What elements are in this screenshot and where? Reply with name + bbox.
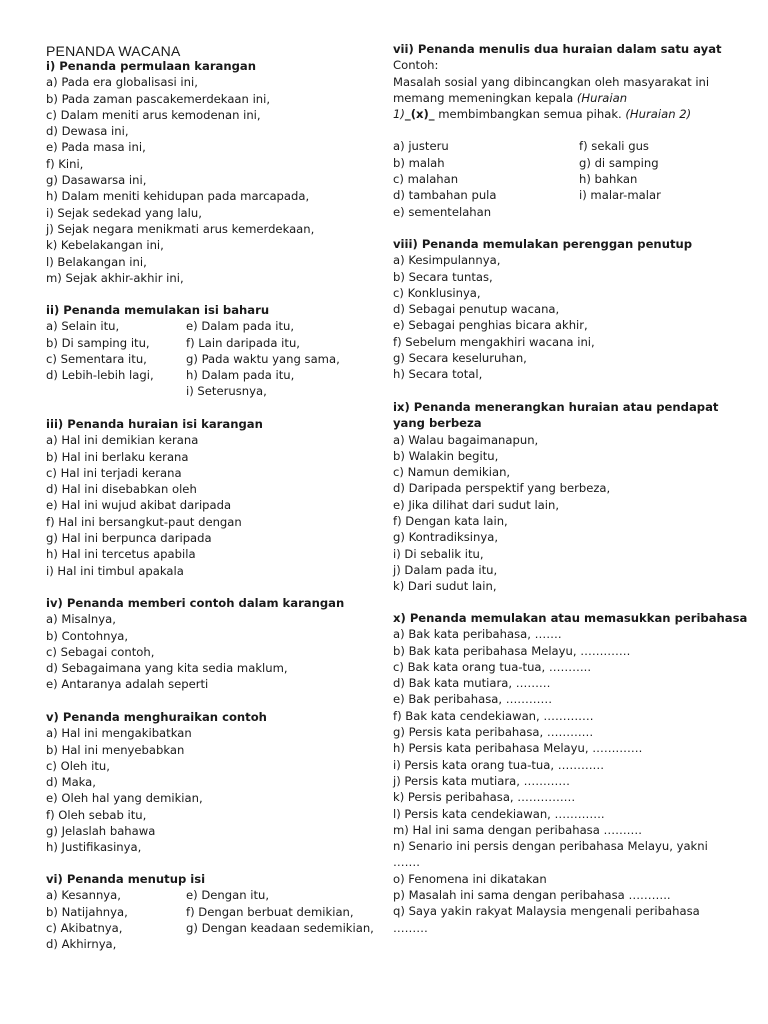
list-item: f) Hal ini bersangkut-paut dengan bbox=[46, 514, 242, 529]
list-item: h) bahkan bbox=[579, 172, 638, 187]
section-iii bbox=[46, 416, 376, 579]
section-heading: v) Penanda menghuraikan contoh bbox=[46, 710, 267, 724]
section-v bbox=[46, 709, 376, 856]
list-item: d) Sebagai penutup wacana, bbox=[393, 302, 560, 317]
list-item: d) Hal ini disebabkan oleh bbox=[46, 482, 197, 497]
section-heading: viii) Penanda memulakan perenggan penutup bbox=[393, 237, 693, 251]
section-heading: vi) Penanda menutup isi bbox=[46, 872, 206, 886]
list-item: b) Bak kata peribahasa Melayu, …………. bbox=[393, 643, 631, 658]
section-heading: ix) Penanda menerangkan huraian atau pendapat bbox=[393, 400, 719, 414]
example-text bbox=[393, 90, 733, 106]
example-text-part: memang memeningkan kepala bbox=[393, 90, 577, 105]
list-item: g) Jelaslah bahawa bbox=[46, 824, 156, 839]
list-item: i) Sejak sedekad yang lalu, bbox=[46, 205, 202, 220]
list-item: c) Akibatnya, bbox=[46, 920, 123, 935]
list-item: k) Dari sudut lain, bbox=[393, 579, 497, 594]
section-vi bbox=[46, 871, 376, 952]
example-annotation: 1) bbox=[393, 107, 405, 122]
list-item: g) Dengan keadaan sedemikian, bbox=[186, 920, 374, 935]
list-item: d) Daripada perspektif yang berbeza, bbox=[393, 481, 611, 496]
section-iv bbox=[46, 595, 376, 693]
list-item: g) di samping bbox=[579, 155, 659, 170]
list-item: c) Konklusinya, bbox=[393, 285, 481, 300]
list-item: a) Walau bagaimanapun, bbox=[393, 432, 539, 447]
list-item: i) Persis kata orang tua-tua, ………… bbox=[393, 757, 605, 772]
list-item: i) Di sebalik itu, bbox=[393, 546, 484, 561]
list-item: e) Sebagai penghias bicara akhir, bbox=[393, 318, 588, 333]
list-item: d) Sebagaimana yang kita sedia maklum, bbox=[46, 661, 288, 676]
list-item: e) Dalam pada itu, bbox=[186, 319, 295, 334]
list-item: q) Saya yakin rakyat Malaysia mengenali peribahasa bbox=[393, 904, 700, 919]
list-item: g) Pada waktu yang sama, bbox=[186, 351, 340, 366]
list-item: d) Akhirnya, bbox=[46, 937, 117, 952]
section-ii bbox=[46, 302, 376, 400]
list-item: b) Walakin begitu, bbox=[393, 448, 499, 463]
list-item: b) Di samping itu, bbox=[46, 335, 150, 350]
list-item: a) Bak kata peribahasa, ……. bbox=[393, 627, 562, 642]
list-item: f) Lain daripada itu, bbox=[186, 335, 300, 350]
list-item: b) Pada zaman pascakemerdekaan ini, bbox=[46, 91, 271, 106]
list-item: i) Hal ini timbul apakala bbox=[46, 563, 184, 578]
list-item: g) Persis kata peribahasa, ………… bbox=[393, 725, 594, 740]
list-item: l) Persis kata cendekiawan, …………. bbox=[393, 806, 605, 821]
list-item: h) Secara total, bbox=[393, 367, 483, 382]
list-item: n) Senario ini persis dengan peribahasa Melayu, yakni bbox=[393, 839, 708, 854]
section-heading: iv) Penanda memberi contoh dalam karangan bbox=[46, 596, 345, 610]
list-item: f) Bak kata cendekiawan, …………. bbox=[393, 708, 594, 723]
list-item: k) Persis peribahasa, …………… bbox=[393, 790, 576, 805]
example-text-part: membimbangkan semua pihak. bbox=[434, 107, 626, 122]
section-x bbox=[393, 610, 748, 936]
example-text bbox=[393, 106, 733, 122]
list-item: a) justeru bbox=[393, 139, 449, 154]
section-heading: x) Penanda memulakan atau memasukkan peribahasa bbox=[393, 611, 748, 625]
list-item: m) Hal ini sama dengan peribahasa ………. bbox=[393, 822, 642, 837]
list-item: b) Hal ini berlaku kerana bbox=[46, 449, 189, 464]
list-item: g) Kontradiksinya, bbox=[393, 530, 499, 545]
list-item: a) Misalnya, bbox=[46, 612, 116, 627]
example-annotation: (Huraian 2) bbox=[625, 107, 692, 122]
section-heading: iii) Penanda huraian isi karangan bbox=[46, 417, 263, 431]
list-item: f) Oleh sebab itu, bbox=[46, 807, 147, 822]
list-item: a) Hal ini mengakibatkan bbox=[46, 726, 192, 741]
list-item-continued: ……. bbox=[393, 855, 420, 870]
list-item: k) Kebelakangan ini, bbox=[46, 238, 164, 253]
list-item: e) sementelahan bbox=[393, 204, 492, 219]
list-item: b) Hal ini menyebabkan bbox=[46, 742, 185, 757]
section-heading-continued: yang berbeza bbox=[393, 416, 482, 431]
list-item: g) Hal ini berpunca daripada bbox=[46, 531, 212, 546]
list-item: h) Dalam pada itu, bbox=[186, 368, 295, 383]
example-text: Masalah sosial yang dibincangkan oleh masyarakat ini bbox=[393, 74, 710, 89]
list-item: b) Secara tuntas, bbox=[393, 269, 493, 284]
list-item: i) Seterusnya, bbox=[186, 384, 267, 399]
list-item: f) Dengan berbuat demikian, bbox=[186, 904, 354, 919]
list-item: c) Sebagai contoh, bbox=[46, 644, 155, 659]
list-item: f) Dengan kata lain, bbox=[393, 514, 508, 529]
section-heading: ii) Penanda memulakan isi baharu bbox=[46, 303, 270, 317]
list-item: d) Lebih-lebih lagi, bbox=[46, 368, 154, 383]
list-item: c) malahan bbox=[393, 172, 459, 187]
list-item: a) Hal ini demikian kerana bbox=[46, 433, 199, 448]
list-item: a) Pada era globalisasi ini, bbox=[46, 75, 198, 90]
list-item: m) Sejak akhir-akhir ini, bbox=[46, 270, 184, 285]
list-item: c) Dalam meniti arus kemodenan ini, bbox=[46, 107, 261, 122]
list-item: h) Justifikasinya, bbox=[46, 840, 142, 855]
list-item: e) Bak peribahasa, ………… bbox=[393, 692, 553, 707]
list-item: a) Selain itu, bbox=[46, 319, 120, 334]
list-item: o) Fenomena ini dikatakan bbox=[393, 871, 547, 886]
list-item-continued: ……… bbox=[393, 920, 428, 935]
list-item: c) Namun demikian, bbox=[393, 465, 511, 480]
example-annotation: (Huraian bbox=[576, 90, 628, 105]
list-item: e) Oleh hal yang demikian, bbox=[46, 791, 203, 806]
section-heading: vii) Penanda menulis dua huraian dalam satu ayat bbox=[393, 42, 722, 56]
list-item: c) Oleh itu, bbox=[46, 758, 110, 773]
list-item: h) Persis kata peribahasa Melayu, …………. bbox=[393, 741, 643, 756]
list-item: b) Contohnya, bbox=[46, 628, 129, 643]
list-item: b) Natijahnya, bbox=[46, 904, 128, 919]
section-ix bbox=[393, 399, 733, 595]
list-item: d) Bak kata mutiara, ……… bbox=[393, 676, 551, 691]
list-item: d) tambahan pula bbox=[393, 188, 497, 203]
list-item: a) Kesannya, bbox=[46, 888, 121, 903]
section-vii bbox=[393, 41, 733, 220]
example-blank: _(x)_ bbox=[404, 107, 435, 122]
list-item: p) Masalah ini sama dengan peribahasa ……….. bbox=[393, 888, 671, 903]
list-item: c) Bak kata orang tua-tua, ……….. bbox=[393, 659, 592, 674]
section-viii bbox=[393, 236, 733, 383]
example-label: Contoh: bbox=[393, 58, 439, 73]
list-item: e) Pada masa ini, bbox=[46, 140, 146, 155]
list-item: e) Dengan itu, bbox=[186, 888, 270, 903]
list-item: i) malar-malar bbox=[579, 188, 661, 203]
list-item: e) Hal ini wujud akibat daripada bbox=[46, 498, 232, 513]
list-item: h) Dalam meniti kehidupan pada marcapada, bbox=[46, 189, 310, 204]
list-item: e) Jika dilihat dari sudut lain, bbox=[393, 497, 560, 512]
list-item: l) Belakangan ini, bbox=[46, 254, 147, 269]
list-item: f) sekali gus bbox=[579, 139, 649, 154]
list-item: d) Maka, bbox=[46, 775, 96, 790]
list-item: b) malah bbox=[393, 155, 445, 170]
list-item: j) Dalam pada itu, bbox=[393, 562, 498, 577]
list-item: j) Sejak negara menikmati arus kemerdekaan, bbox=[46, 221, 315, 236]
section-heading: i) Penanda permulaan karangan bbox=[46, 59, 256, 73]
list-item: a) Kesimpulannya, bbox=[393, 253, 501, 268]
list-item: g) Dasawarsa ini, bbox=[46, 173, 147, 188]
list-item: h) Hal ini tercetus apabila bbox=[46, 547, 196, 562]
list-item: e) Antaranya adalah seperti bbox=[46, 677, 209, 692]
document-title: PENANDA WACANA bbox=[46, 43, 181, 59]
list-item: c) Hal ini terjadi kerana bbox=[46, 465, 182, 480]
list-item: f) Kini, bbox=[46, 156, 84, 171]
list-item: c) Sementara itu, bbox=[46, 351, 147, 366]
list-item: d) Dewasa ini, bbox=[46, 124, 129, 139]
list-item: g) Secara keseluruhan, bbox=[393, 351, 527, 366]
list-item: j) Persis kata mutiara, ………… bbox=[393, 773, 570, 788]
section-i bbox=[46, 58, 376, 286]
list-item: f) Sebelum mengakhiri wacana ini, bbox=[393, 334, 595, 349]
